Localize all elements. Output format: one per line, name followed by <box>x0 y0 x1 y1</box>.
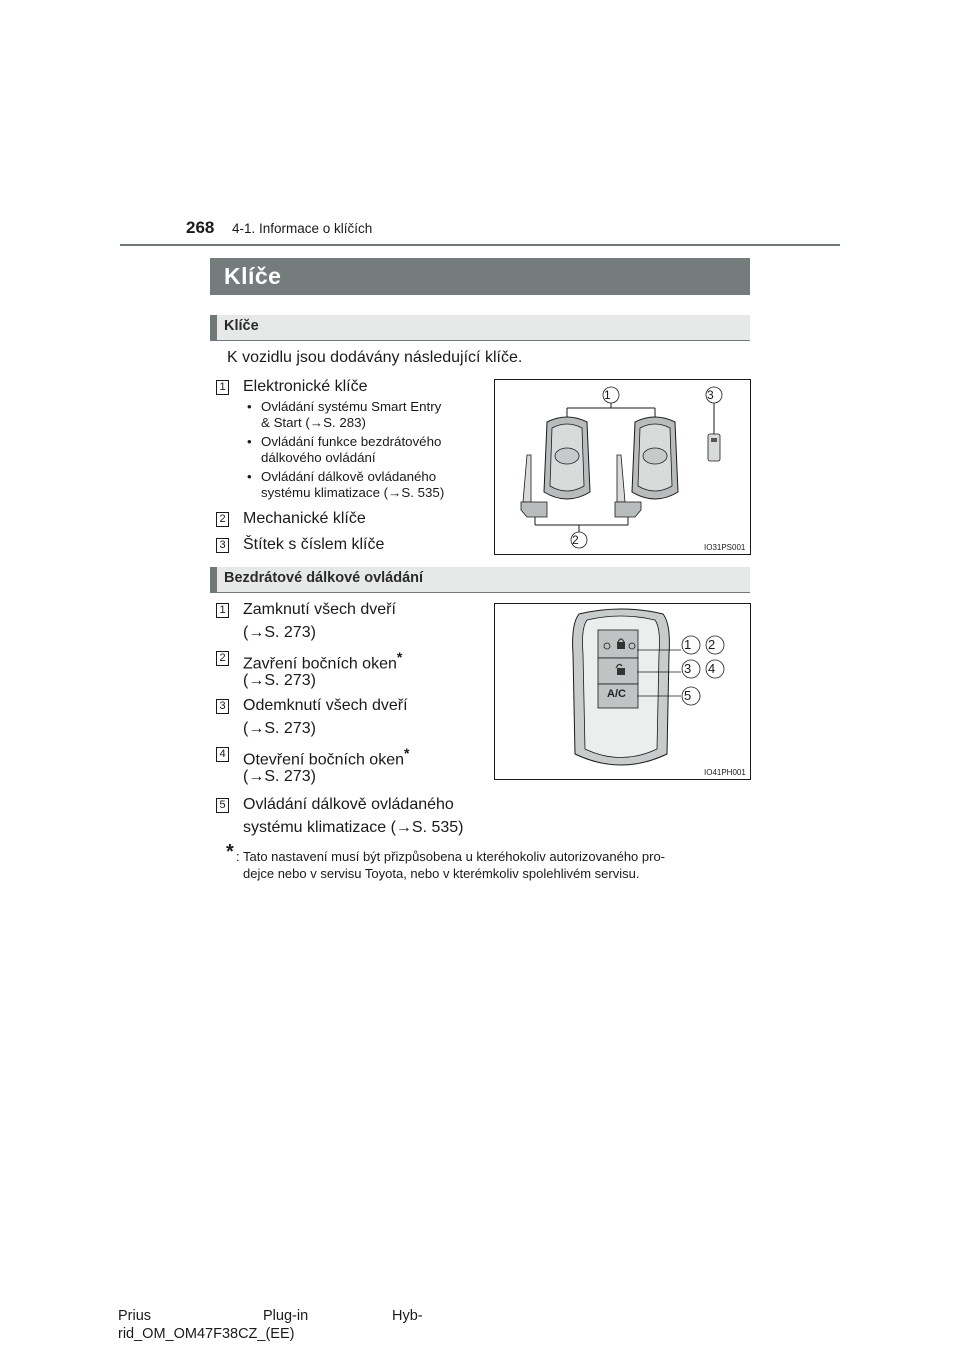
bullet-smart-entry-line1: Ovládání systému Smart Entry <box>261 399 442 414</box>
item-number-box: 2 <box>216 512 229 527</box>
ac-button-label: A/C <box>607 688 626 700</box>
callout-3: 3 <box>684 661 692 676</box>
keys-figure <box>494 379 751 555</box>
item-electronic-keys: Elektronické klíče <box>243 378 368 395</box>
item-lock-line2: (→S. 273) <box>243 624 316 641</box>
bullet-dot: • <box>247 434 252 449</box>
item-open-windows-text: Otevření bočních oken <box>243 751 404 769</box>
footer-plugin: Plug-in <box>263 1308 309 1324</box>
footnote-line1: : Tato nastavení musí být přizpůsobena u kteréhokoliv autorizovaného pro- <box>236 849 666 864</box>
item-number-box: 1 <box>216 380 229 395</box>
figure-code: IO31PS001 <box>704 543 746 552</box>
footnote-star: * <box>396 649 403 665</box>
bullet-dot: • <box>247 469 252 484</box>
item-climate-line1: Ovládání dálkově ovládaného <box>243 796 454 813</box>
bullet-climate-line1: Ovládání dálkově ovládaného <box>261 469 437 484</box>
remote-heading-accent <box>210 567 217 593</box>
item-open-windows-line1 <box>243 744 409 769</box>
footnote-star: * <box>226 841 234 863</box>
section-reference: 4-1. Informace o klíčích <box>232 221 373 236</box>
item-key-tag: Štítek s číslem klíče <box>243 536 385 553</box>
keys-intro: K vozidlu jsou dodávány následující klíče. <box>227 349 523 366</box>
item-close-windows-line2: (→S. 273) <box>243 672 316 689</box>
callout-2: 2 <box>572 533 579 547</box>
callout-3: 3 <box>707 388 714 402</box>
footer-code: rid_OM_OM47F38CZ_(EE) <box>118 1326 295 1342</box>
item-close-windows-line1 <box>243 648 402 673</box>
remote-heading: Bezdrátové dálkové ovládání <box>224 570 424 586</box>
callout-1: 1 <box>684 637 692 652</box>
item-close-windows-text: Zavření bočních oken <box>243 655 397 673</box>
keys-illustration <box>495 380 750 554</box>
title-bar <box>210 258 750 295</box>
figure-code: IO41PH001 <box>704 768 746 777</box>
footnote-star: * <box>403 745 410 761</box>
bullet-climate-line2: systému klimatizace (→S. 535) <box>261 485 445 500</box>
header-rule <box>120 244 840 246</box>
item-number-box: 3 <box>216 538 229 553</box>
callout-1: 1 <box>604 388 611 402</box>
footer-hybrid: Hyb- <box>392 1308 423 1324</box>
bullet-smart-entry-line2: & Start (→S. 283) <box>261 415 366 430</box>
item-open-windows-line2: (→S. 273) <box>243 768 316 785</box>
item-number-box: 2 <box>216 651 229 666</box>
page-number: 268 <box>186 218 215 237</box>
footer-model: Prius <box>118 1308 152 1324</box>
item-climate-line2: systému klimatizace (→S. 535) <box>243 819 464 836</box>
item-mechanical-keys: Mechanické klíče <box>243 510 366 527</box>
keys-heading-bar <box>210 315 750 341</box>
bullet-dot: • <box>247 399 252 414</box>
item-lock-line1: Zamknutí všech dveří <box>243 601 396 618</box>
item-number-box: 3 <box>216 699 229 714</box>
footnote-line2: dejce nebo v servisu Toyota, nebo v kterémkoliv spolehlivém servisu. <box>243 866 640 881</box>
item-number-box: 4 <box>216 747 229 762</box>
item-number-box: 1 <box>216 603 229 618</box>
keys-heading: Klíče <box>224 318 259 334</box>
item-number-box: 5 <box>216 798 229 813</box>
callout-2: 2 <box>708 637 716 652</box>
bullet-wireless-line2: dálkového ovládání <box>261 450 376 465</box>
remote-figure <box>494 603 751 780</box>
item-unlock-line2: (→S. 273) <box>243 720 316 737</box>
keys-heading-accent <box>210 315 217 341</box>
page-title: Klíče <box>224 263 282 289</box>
callout-4: 4 <box>708 661 716 676</box>
item-unlock-line1: Odemknutí všech dveří <box>243 697 408 714</box>
bullet-wireless-line1: Ovládání funkce bezdrátového <box>261 434 442 449</box>
callout-5: 5 <box>684 688 692 703</box>
